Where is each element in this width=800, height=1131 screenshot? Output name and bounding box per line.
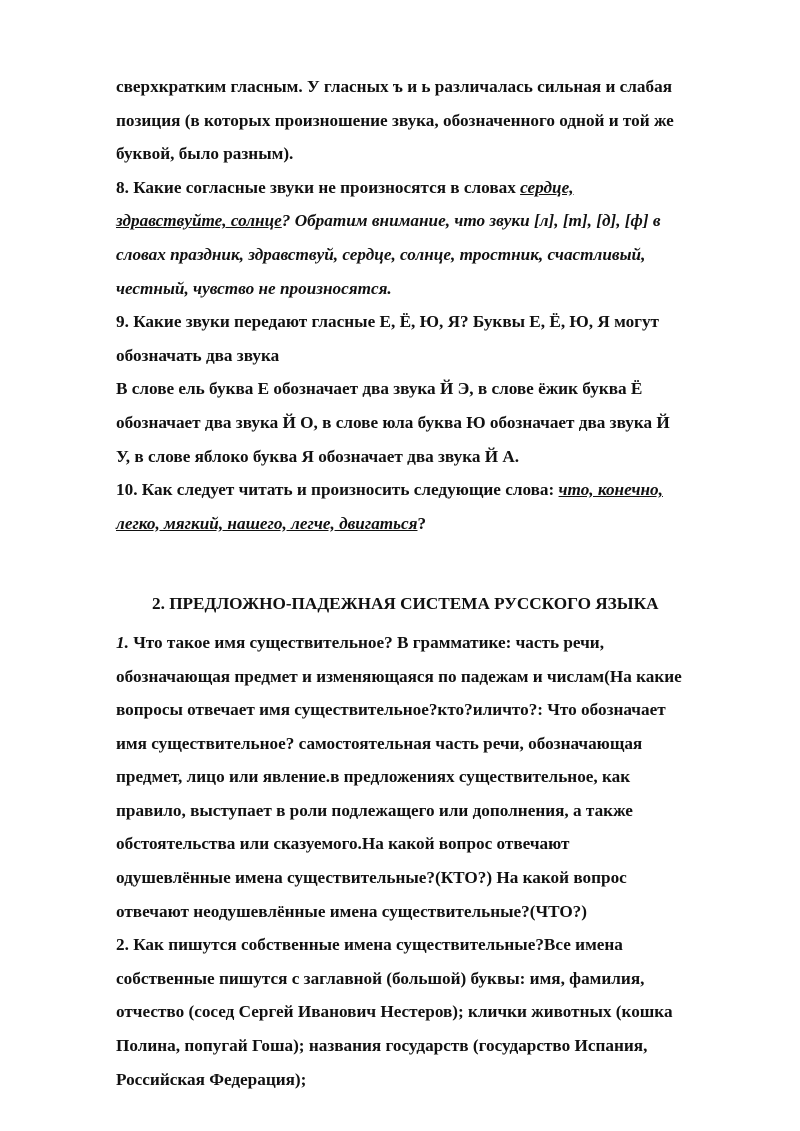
- question-10-words: что, конечно,: [558, 480, 663, 500]
- text-line: [116, 171, 730, 205]
- section-heading: 2. ПРЕДЛОЖНО-ПАДЕЖНАЯ СИСТЕМА РУССКОГО ЯЗЫКА: [152, 594, 659, 614]
- text-line: обозначать два звука: [116, 345, 280, 365]
- section2-question-2: [116, 928, 730, 1096]
- text-line: предмет, лицо или явление.в предложениях существительное, как: [116, 767, 631, 787]
- text-line: честный, чувство не произносятся.: [116, 278, 392, 298]
- text-line: [116, 507, 730, 541]
- text-line: У, в слове яблоко буква Я обозначает два звука Й А.: [116, 446, 520, 466]
- text-line: имя существительное? самостоятельная часть речи, обозначающая: [116, 733, 643, 753]
- text-line: [116, 473, 730, 507]
- question-8-words: сердце,: [520, 177, 574, 197]
- text-line: сверхкратким гласным. У гласных ъ и ь различалась сильная и слабая: [116, 77, 672, 96]
- text-line: отчество (сосед Сергей Иванович Нестеров); клички животных (кошка: [116, 1002, 673, 1022]
- question-mark: ?: [417, 513, 427, 533]
- text-line: [116, 626, 730, 660]
- question-10: [116, 473, 730, 540]
- text-line: 9. Какие звуки передают гласные Е, Ё, Ю, Я? Буквы Е, Ё, Ю, Я могут: [116, 312, 659, 332]
- section2-question-1: [116, 626, 730, 928]
- question-9: [116, 305, 730, 473]
- text-line: обозначающая предмет и изменяющаяся по падежам и числам(На какие: [116, 666, 682, 686]
- text-line: Полина, попугай Гоша); названия государств (государство Испания,: [116, 1036, 648, 1056]
- text-line: собственные пишутся с заглавной (большой) буквы: имя, фамилия,: [116, 968, 645, 988]
- text-line: буквой, было разным).: [116, 144, 294, 164]
- paragraph-vowels-continuation: [116, 70, 730, 171]
- question-8-answer: ? Обратим внимание, что звуки [л], [т], [д], [ф] в: [281, 211, 661, 231]
- text-line: Российская Федерация);: [116, 1069, 307, 1089]
- question-8-words: здравствуйте, солнце: [116, 211, 282, 231]
- text-line: [116, 204, 730, 238]
- text-line: позиция (в которых произношение звука, обозначенного одной и той же: [116, 110, 674, 130]
- text-line: правило, выступает в роли подлежащего или дополнения, а также: [116, 800, 633, 820]
- text-line: обозначает два звука Й О, в слове юла буква Ю обозначает два звука Й: [116, 412, 670, 432]
- text-line: 2. Как пишутся собственные имена существительные?Все имена: [116, 935, 623, 955]
- text-line: обстоятельства или сказуемого.На какой вопрос отвечают: [116, 834, 570, 854]
- text-line: отвечают неодушевлённые имена существительные?(ЧТО?): [116, 901, 588, 921]
- question-text: Что такое имя существительное? В грамматике: часть речи,: [128, 632, 605, 652]
- text-line: В слове ель буква Е обозначает два звука Й Э, в слове ёжик буква Ё: [116, 379, 643, 399]
- question-10-text: 10. Как следует читать и произносить следующие слова:: [116, 480, 559, 500]
- text-line: словах праздник, здравствуй, сердце, солнце, тростник, счастливый,: [116, 244, 646, 264]
- question-number: 1.: [116, 632, 129, 652]
- question-10-words: легко, мягкий, нашего, легче, двигаться: [116, 513, 418, 533]
- text-line: одушевлённые имена существительные?(КТО?) На какой вопрос: [116, 868, 627, 888]
- text-line: вопросы отвечает имя существительное?кто?иличто?: Что обозначает: [116, 700, 666, 720]
- question-8-text: 8. Какие согласные звуки не произносятся в словах: [116, 177, 521, 197]
- question-8: [116, 171, 730, 305]
